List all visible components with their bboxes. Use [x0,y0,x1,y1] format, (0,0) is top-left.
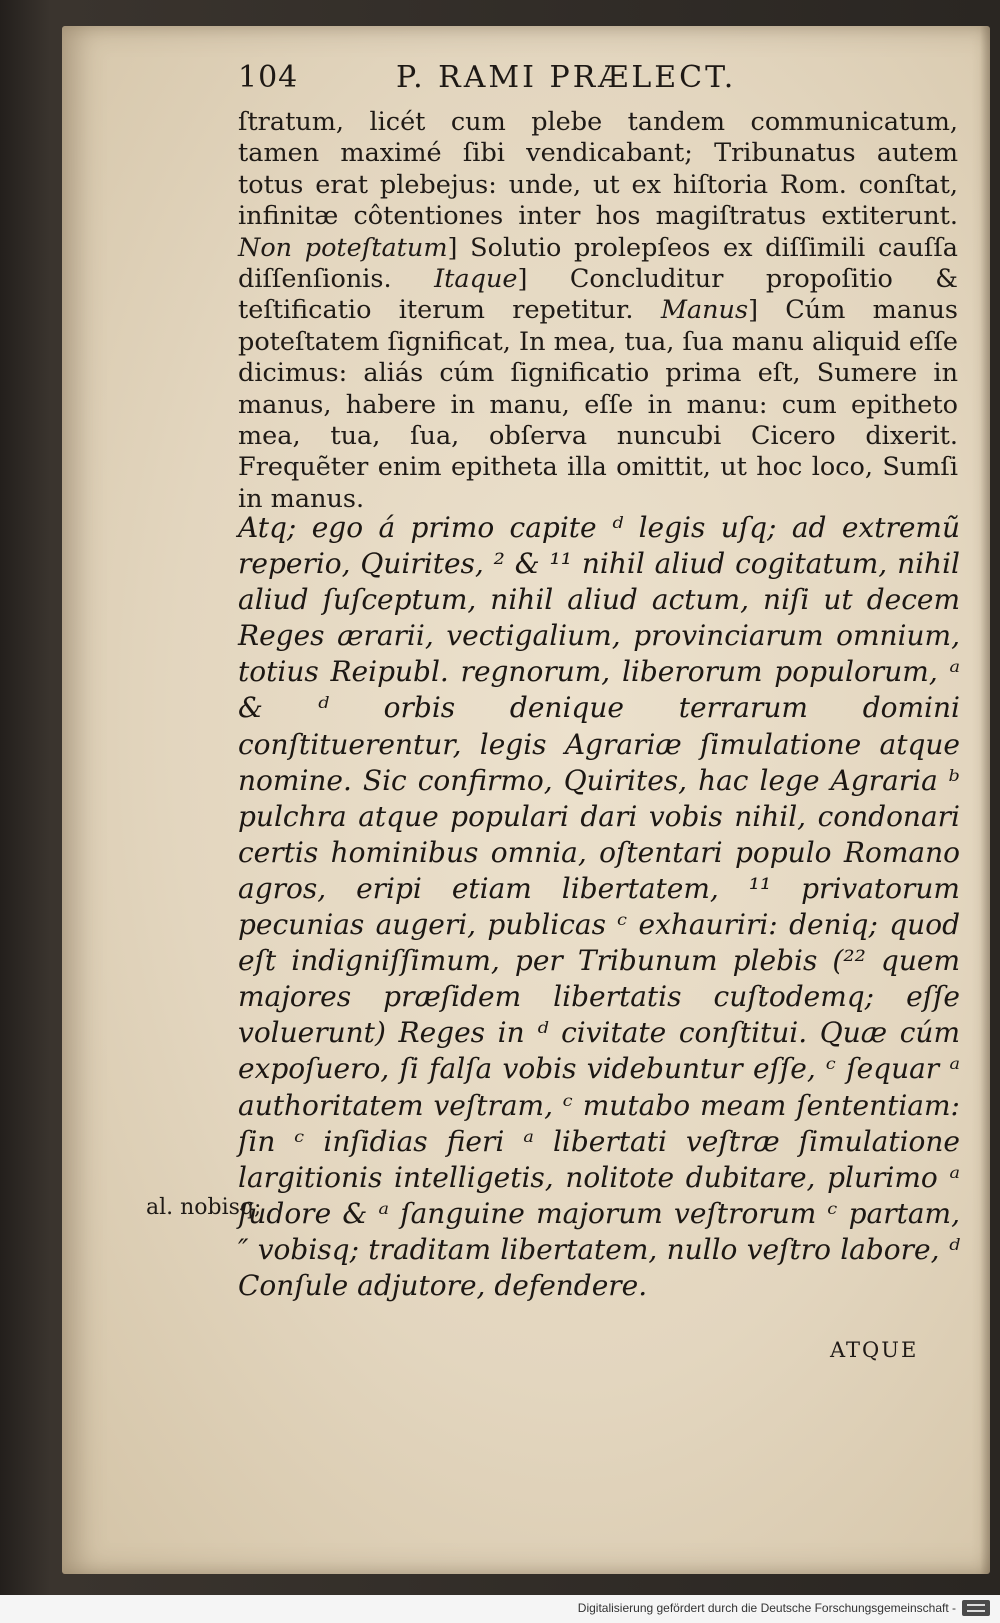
commentary-paragraph [238,107,958,515]
lemma-manus: Manus [660,295,749,326]
commentary-text: ] Solutio prolepſeos ex diſſimili cauſſa diſſenſionis. [238,232,958,295]
page-header [238,60,838,104]
commentary-text: ſtratum, licét cum plebe tandem communicatum, tamen maximé ſibi vendicabant; Tribunatus autem totus erat plebejus: unde, ut ex hiſtoria Rom. conſtat, infinitæ côtentiones inter hos magiſtratus extiterunt. [238,107,958,232]
catchword: ATQUE [830,1338,919,1362]
dfg-logo-icon [962,1600,990,1616]
lemma-non-potestatum: Non poteſtatum [238,232,448,263]
lemma-itaque: Itaque [434,264,518,295]
oration-paragraph: Atq; ego á primo capite ᵈ legis uſq; ad extremũ reperio, Quirites, ² & ¹¹ nihil aliud cogitatum, nihil aliud ſuſceptum, nihil aliud actum, niſi ut decem Reges ærarii, vectigalium, provinciarum omnium, totius Reipubl. regnorum, liberorum populorum, ᵃ & ᵈ orbis denique terrarum domini conſtituerentur, legis Agrariæ ſimulatione atque nomine. Sic confirmo, Quirites, hac lege Agraria ᵇ pulchra atque populari dari vobis nihil, condonari certis hominibus omnia, oſtentari populo Romano agros, eripi etiam libertatem, ¹¹ privatorum pecunias augeri, publicas ᶜ exhauriri: deniq; quod eſt indigniſſimum, per Tribunum plebis (²² quem majores præſidem libertatis cuſtodemq; eſſe voluerunt) Reges in ᵈ civitate conſtitui. Quæ cúm expoſuero, ſi falſa vobis videbuntur eſſe, ᶜ ſequar ᵃ authoritatem veſtram, ᶜ mutabo meam ſententiam: ſin ᶜ inſidias fieri ᵃ libertati veſtræ ſimulatione largitionis intelligetis, nolitote dubitare, plurimo ᵃ ſudore & ᵃ ſanguine majorum veſtrorum ᶜ partam, ″ vobisq; traditam libertatem, nullo veſtro labore, ᵈ Conſule adjutore, defendere. [238,511,960,1302]
margin-note: al. nobisq; [146,1195,262,1220]
commentary-text: ] Cúm manus poteſtatem ſignificat, In mea, tua, ſua manu aliquid eſſe dicimus: aliás cúm ſignificatio prima eſt, Sumere in manus, habere in manu, eſſe in manu: cum epitheto mea, tua, ſua, obſerva nuncubi Cicero dixerit. Frequẽter enim epitheta illa omittit, ut hoc loco, Sumſi in manus. [238,295,958,514]
commentary-text: ] Concluditur propoſitio & teſtificatio iterum repetitur. [238,264,958,326]
footer-credit: Digitalisierung gefördert durch die Deutsche Forschungsgemeinschaft - [577,1601,956,1615]
page-number: 104 [238,60,299,95]
page-edge-shadow [980,26,990,1574]
running-head: P. RAMI PRÆLECT. [396,60,737,95]
footer-bar [0,1595,1000,1623]
